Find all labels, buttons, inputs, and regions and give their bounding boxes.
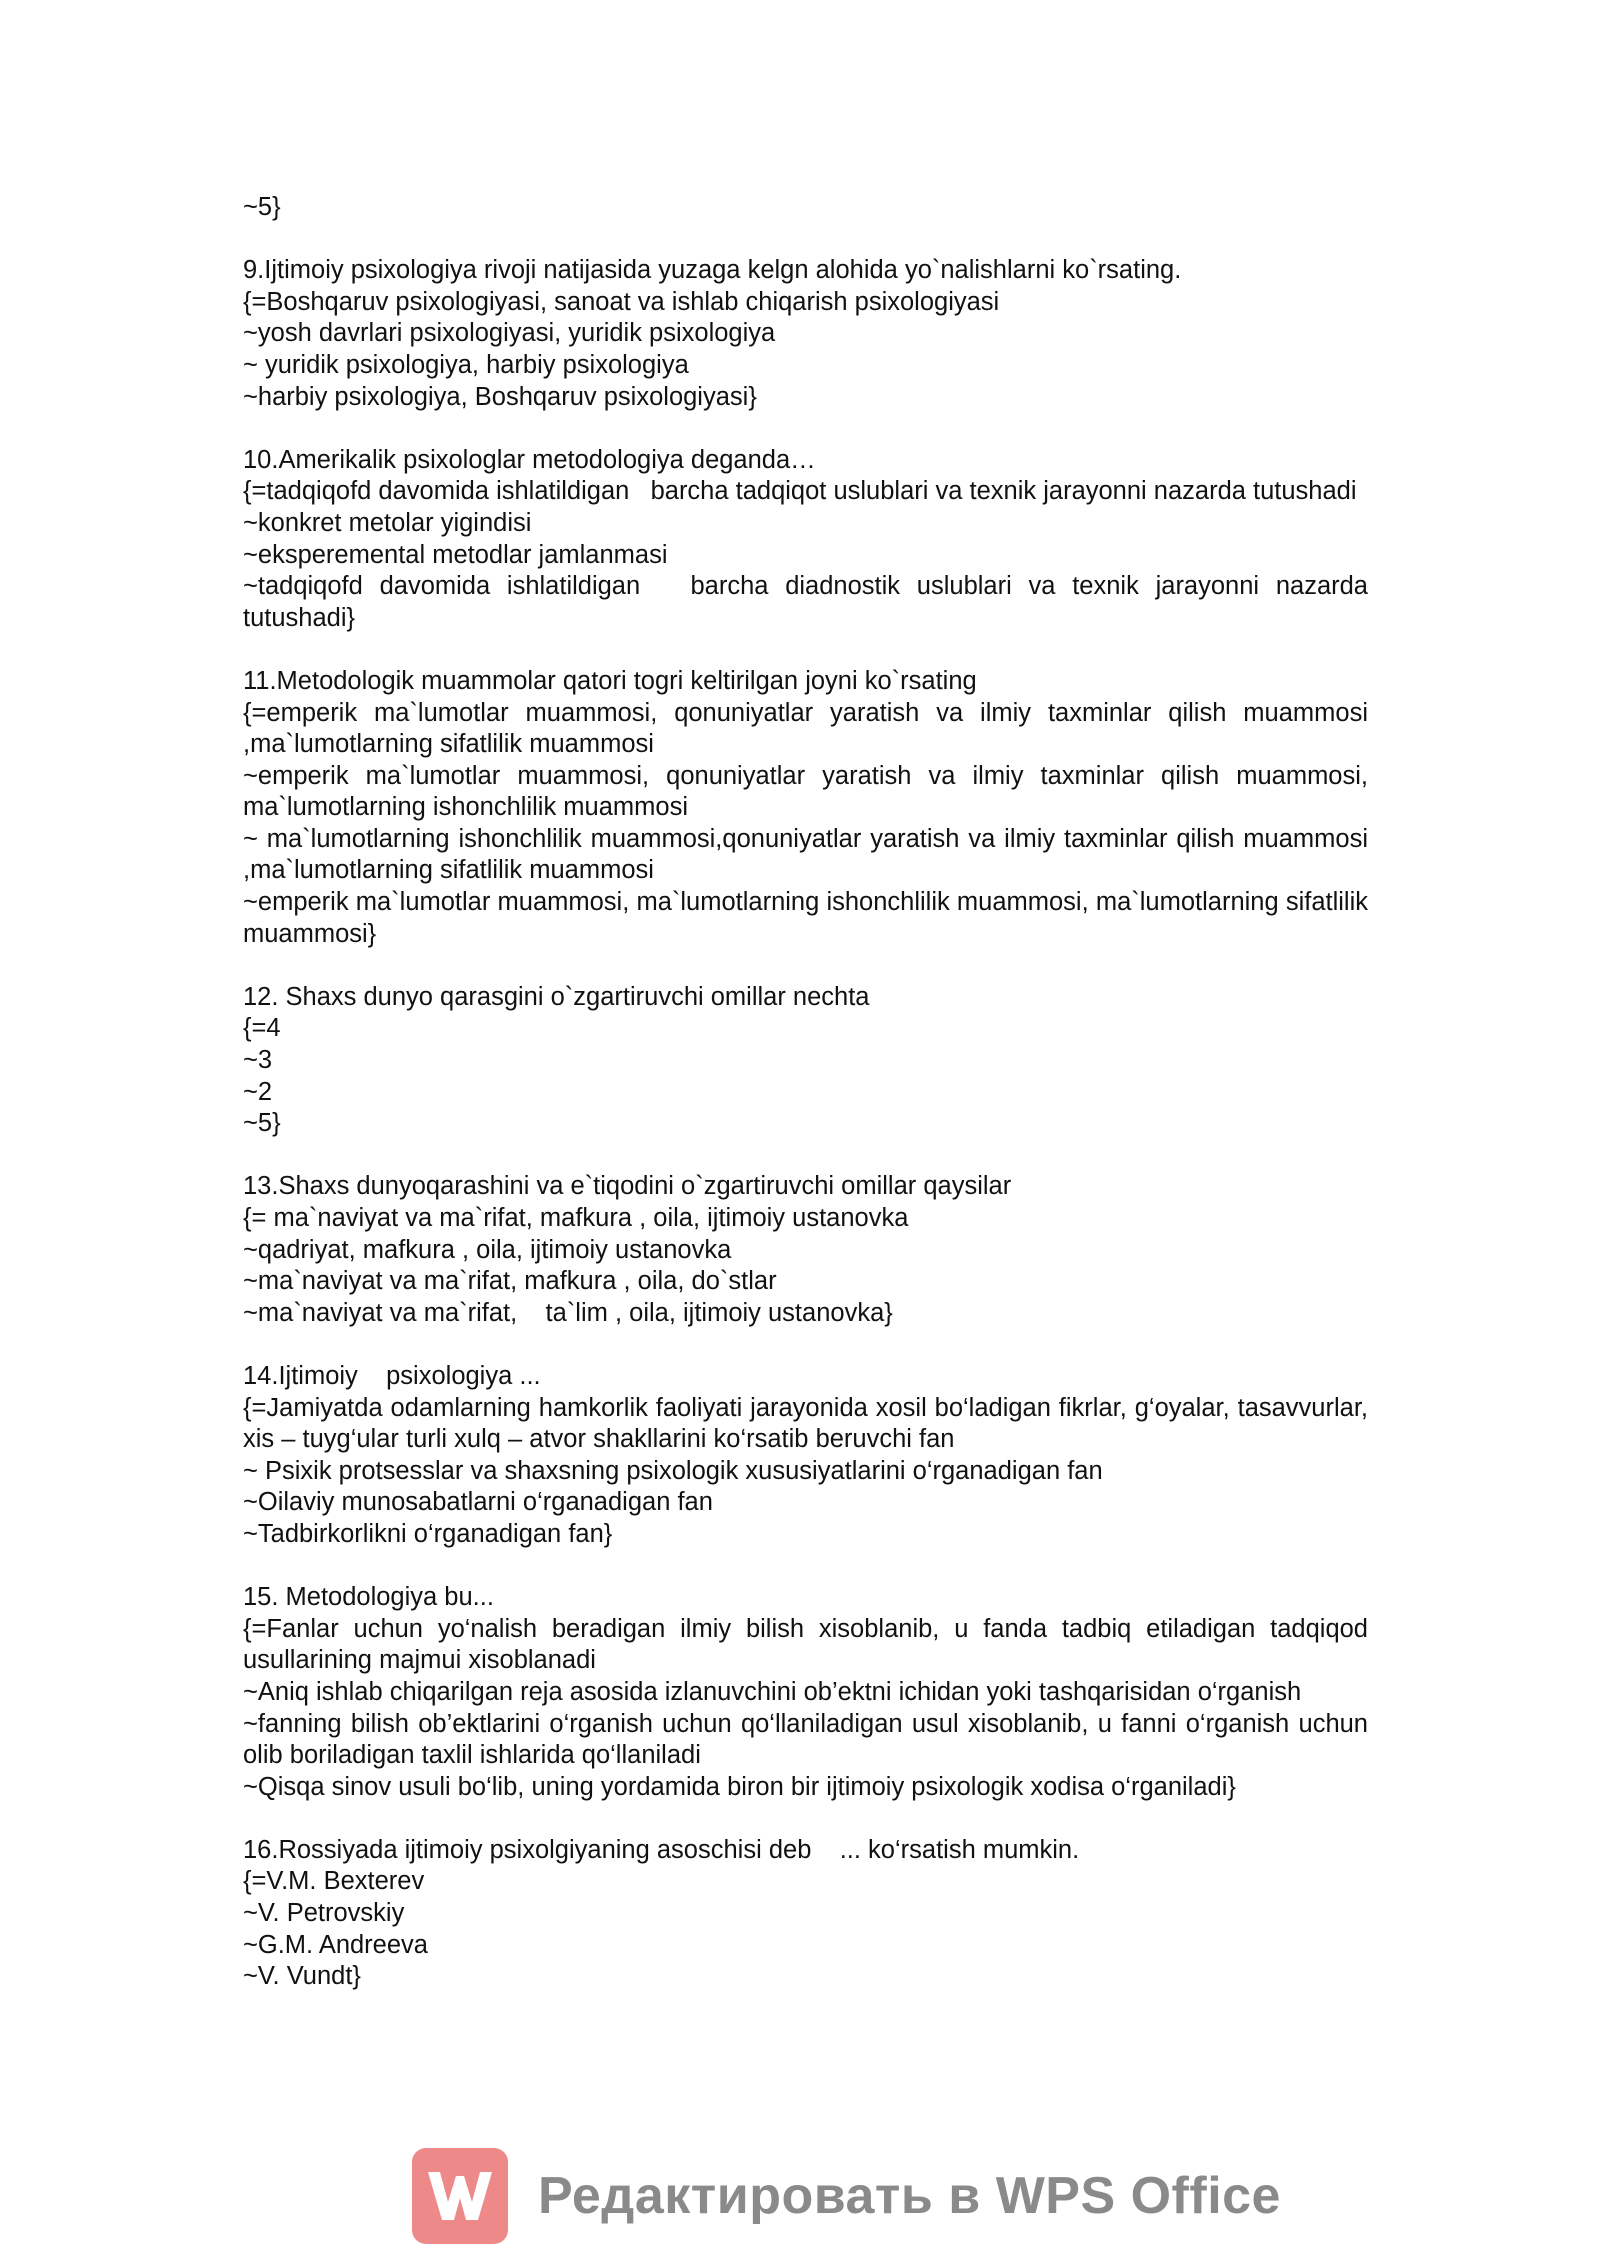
answer-option: ~Oilaviy munosabatlarni o‘rganadigan fan [243, 1488, 713, 1517]
question-block [243, 982, 1368, 1140]
answer-option: ~eksperemental metodlar jamlanmasi [243, 540, 668, 569]
answer-option: ~Aniq ishlab chiqarilgan reja asosida izlanuvchini ob’ektni ichidan yoki tashqarisidan o‘rganish [243, 1677, 1302, 1706]
answer-option: ~ma`naviyat va ma`rifat, mafkura , oila, do`stlar [243, 1267, 777, 1296]
answer-option: {=tadqiqofd davomida ishlatildigan barcha tadqiqot uslublari va texnik jarayonni nazarda tutushadi [243, 477, 1357, 506]
answer-option: ~emperik ma`lumotlar muammosi, ma`lumotlarning ishonchlilik muammosi, ma`lumotlarning sifatlilik muammosi} [243, 888, 1376, 948]
answer-option: ~ma`naviyat va ma`rifat, ta`lim , oila, ijtimoiy ustanovka} [243, 1298, 893, 1327]
question-text: 13.Shaxs dunyoqarashini va e`tiqodini o`zgartiruvchi omillar qaysilar [243, 1172, 1012, 1201]
answer-option: ~5} [243, 193, 281, 221]
answer-option: ~V. Vundt} [243, 1962, 361, 1991]
answer-option: ~3 [243, 1046, 273, 1075]
answer-option: ~qadriyat, mafkura , oila, ijtimoiy ustanovka [243, 1235, 732, 1264]
answer-option: ~harbiy psixologiya, Boshqaruv psixologiyasi} [243, 382, 757, 411]
answer-option: {=Jamiyatda odamlarning hamkorlik faoliyati jarayonida xosil bo‘ladigan fikrlar, g‘oyalar, tasavvurlar, xis – tuyg‘ular turli xulq – atvor shakllarini ko‘rsatib beruvchi fan [243, 1393, 1376, 1454]
answer-option: {=Boshqaruv psixologiyasi, sanoat va ishlab chiqarish psixologiyasi [243, 287, 1000, 316]
answer-option: ~fanning bilish ob’ektlarini o‘rganish uchun qo‘llaniladigan usul xisoblanib, u fanni o‘rganish uchun olib boriladigan taxlil ishlarida qo‘llaniladi [243, 1709, 1376, 1770]
answer-option: {=Fanlar uchun yo‘nalish beradigan ilmiy bilish xisoblanib, u fanda tadbiq etiladigan tadqiqod usullarining majmui xisoblanadi [243, 1614, 1376, 1675]
question-block [243, 192, 1368, 224]
question-text: 11.Metodologik muammolar qatori togri keltirilgan joyni ko`rsating [243, 666, 977, 695]
wps-edit-label[interactable]: Редактировать в WPS Office [538, 2167, 1281, 2225]
question-block [243, 445, 1376, 635]
wps-office-logo-icon [412, 2148, 508, 2244]
question-block [243, 1361, 1376, 1551]
answer-option: ~ ma`lumotlarning ishonchlilik muammosi,qonuniyatlar yaratish va ilmiy taxminlar qilish muammosi ,ma`lumotlarning sifatlilik muammosi [243, 824, 1376, 885]
question-block [243, 1835, 1368, 1993]
answer-option: ~konkret metolar yigindisi [243, 508, 532, 537]
answer-option: ~ yuridik psixologiya, harbiy psixologiya [243, 350, 689, 379]
answer-option: ~emperik ma`lumotlar muammosi, qonuniyatlar yaratish va ilmiy taxminlar qilish muammosi, ma`lumotlarning ishonchlilik muammosi [243, 761, 1376, 822]
question-text: 9.Ijtimoiy psixologiya rivoji natijasida yuzaga kelgn alohida yo`nalishlarni ko`rsating. [243, 256, 1182, 285]
answer-option: ~2 [243, 1077, 273, 1106]
question-block [243, 1171, 1368, 1329]
answer-option: ~Qisqa sinov usuli bo‘lib, uning yordamida biron bir ijtimoiy psixologik xodisa o‘rganiladi} [243, 1772, 1236, 1801]
wps-edit-banner[interactable] [412, 2145, 1281, 2247]
question-text: 15. Metodologiya bu... [243, 1583, 494, 1612]
answer-option: {=4 [243, 1014, 281, 1043]
question-text: 12. Shaxs dunyo qarasgini o`zgartiruvchi omillar nechta [243, 982, 870, 1011]
answer-option: ~ Psixik protsesslar va shaxsning psixologik xususiyatlarini o‘rganadigan fan [243, 1456, 1103, 1485]
answer-option: ~Tadbirkorlikni o‘rganadigan fan} [243, 1519, 613, 1548]
answer-option: {=emperik ma`lumotlar muammosi, qonuniyatlar yaratish va ilmiy taxminlar qilish muammosi ,ma`lumotlarning sifatlilik muammosi [243, 698, 1376, 759]
question-text: 16.Rossiyada ijtimoiy psixolgiyaning asoschisi deb ... ko‘rsatish mumkin. [243, 1835, 1080, 1864]
question-block [243, 666, 1376, 950]
answer-option: {= ma`naviyat va ma`rifat, mafkura , oila, ijtimoiy ustanovka [243, 1204, 909, 1232]
answer-option: ~V. Petrovskiy [243, 1899, 405, 1928]
question-block [243, 1582, 1376, 1803]
question-text: 10.Amerikalik psixologlar metodologiya deganda… [243, 445, 816, 474]
answer-option: ~yosh davrlari psixologiyasi, yuridik psixologiya [243, 319, 776, 348]
question-text: 14.Ijtimoiy psixologiya ... [243, 1361, 541, 1390]
answer-option: {=V.M. Bexterev [243, 1867, 425, 1896]
answer-option: ~G.M. Andreeva [243, 1930, 428, 1959]
question-block [243, 255, 1368, 413]
answer-option: ~tadqiqofd davomida ishlatildigan barcha diadnostik uslublari va texnik jarayonni nazarda tutushadi} [243, 572, 1376, 632]
answer-option: ~5} [243, 1109, 281, 1138]
document-body [243, 192, 1376, 2024]
